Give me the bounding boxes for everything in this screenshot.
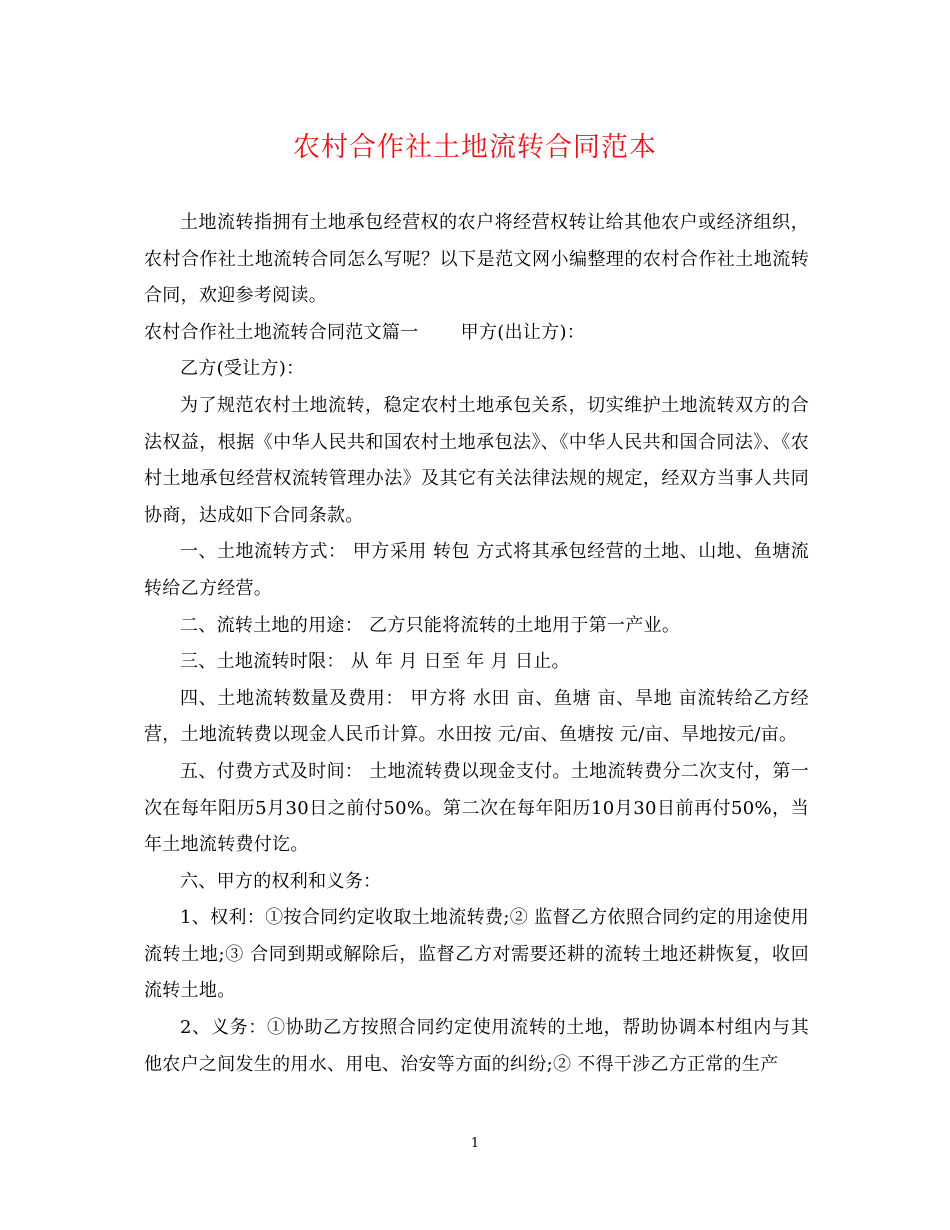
clause-paragraph: 五、付费方式及时间： 土地流转费以现金支付。土地流转费分二次支付，第一次在每年阳历5月30日之前付50%。第二次在每年阳历10月30日前再付50%，当年土地流转费付讫。: [144, 760, 809, 856]
preamble-paragraph: 为了规范农村土地流转，稳定农村土地承包关系，切实维护土地流转双方的合法权益，根据《中华人民共和国农村土地承包法》、《中华人民共和国合同法》、《农村土地承包经营权流转管理办法》及其它有关法律法规的规定，经双方当事人共同协商，达成如下合同条款。: [144, 394, 809, 526]
clause-paragraph: 六、甲方的权利和义务：: [180, 870, 382, 892]
document-body: [144, 205, 809, 1083]
document-title: 农村合作社土地流转合同范本: [293, 132, 657, 163]
clause-paragraph: 1、权利：①按合同约定收取土地流转费;② 监督乙方依照合同约定的用途使用流转土地;③ 合同到期或解除后，监督乙方对需要还耕的流转土地还耕恢复，收回流转土地。: [144, 907, 809, 1002]
clause-paragraph: 四、土地流转数量及费用： 甲方将 水田 亩、鱼塘 亩、旱地 亩流转给乙方经营，土地流转费以现金人民币计算。水田按 元/亩、鱼塘按 元/亩、旱地按元/亩。: [144, 687, 809, 746]
section-heading: 农村合作社土地流转合同范文篇一: [144, 321, 419, 343]
page-number: 1: [470, 1136, 480, 1151]
clause-paragraph: 三、土地流转时限： 从 年 月 日至 年 月 日止。: [180, 651, 570, 673]
clause-paragraph: 一、土地流转方式： 甲方采用 转包 方式将其承包经营的土地、山地、鱼塘流转给乙方经营。: [144, 541, 809, 599]
clause-paragraph: 2、义务：①协助乙方按照合同约定使用流转的土地，帮助协调本村组内与其他农户之间发生的用水、用电、治安等方面的纠纷;② 不得干涉乙方正常的生产: [144, 1017, 809, 1075]
party-b-label: 乙方(受让方)：: [180, 358, 305, 380]
section-heading-line: [144, 315, 809, 352]
clause-paragraph: 二、流转土地的用途： 乙方只能将流转的土地用于第一产业。: [180, 614, 681, 636]
intro-paragraph: 土地流转指拥有土地承包经营权的农户将经营权转让给其他农户或经济组织，农村合作社土地流转合同怎么写呢？以下是范文网小编整理的农村合作社土地流转合同，欢迎参考阅读。: [144, 212, 809, 307]
party-a-label: 甲方(出让方)：: [460, 321, 586, 343]
